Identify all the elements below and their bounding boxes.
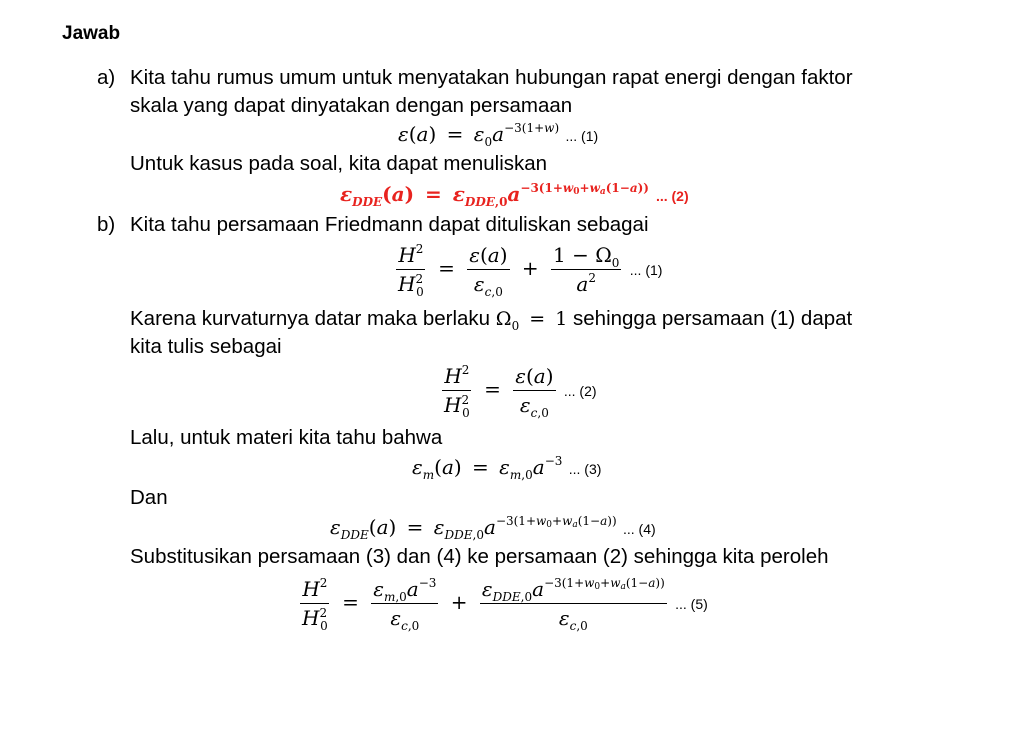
equation-a1-tag: ... (1) xyxy=(565,128,599,144)
equation-b2-tag: ... (2) xyxy=(563,383,597,399)
omega-equals-one: $\Omega_0 = 1$ xyxy=(495,308,568,333)
equation-b1-tag: ... (1) xyxy=(629,262,663,278)
part-b-line-2 xyxy=(130,307,852,331)
equation-b4-tag: ... (4) xyxy=(623,521,656,537)
equation-a2-tag: ... (2) xyxy=(655,188,689,204)
part-a-line-3: Untuk kasus pada soal, kita dapat menuliskan xyxy=(130,152,548,175)
part-a-line-1: Kita tahu rumus umum untuk menyatakan hubungan rapat energi dengan faktor xyxy=(130,66,853,89)
fraction-matter-term: $\frac{\varepsilon_{m,0}a^{-3}}{\varepsilon_{c,0}}$ xyxy=(373,576,437,633)
equation-b1: $\frac{H^2}{H^2_0}$ = $\frac{\varepsilon(a)}{\varepsilon_{c,0}}$ + $\frac{1 - \Omega_0}{a^2}$ ... (1) xyxy=(398,242,663,299)
fraction-curvature: $\frac{1 - \Omega_0}{a^2}$ xyxy=(553,243,620,296)
equation-b3: $\varepsilon_m(a) = \varepsilon_{m,0}a^{-3}$ ... (3) xyxy=(412,454,602,482)
part-b-line-2-pre: Karena kurvaturnya datar maka berlaku xyxy=(130,307,491,330)
part-b-line-5: Dan xyxy=(130,486,168,509)
equation-b2: $\frac{H^2}{H^2_0}$ = $\frac{\varepsilon(a)}{\varepsilon_{c,0}}$ ... (2) xyxy=(444,363,597,420)
part-a-line-2: skala yang dapat dinyatakan dengan persamaan xyxy=(130,94,573,117)
part-b-line-4: Lalu, untuk materi kita tahu bahwa xyxy=(130,426,443,449)
fraction-eps-a-epsc0: $\frac{\varepsilon(a)}{\varepsilon_{c,0}}$ xyxy=(469,243,508,299)
equation-b5-tag: ... (5) xyxy=(675,596,708,612)
equation-b3-tag: ... (3) xyxy=(568,461,602,477)
fraction-h2-h02: $\frac{H^2}{H^2_0}$ xyxy=(398,242,424,299)
heading: Jawab xyxy=(62,23,121,44)
equation-a2: $\varepsilon_{DDE}(a) = \varepsilon_{DDE,0}a^{-3(1+w_0+w_a(1-a))}$ ... (2) xyxy=(340,181,689,209)
part-a-marker: a) xyxy=(97,66,116,89)
equation-b5: $\frac{H^2}{H^2_0}$ = $\frac{\varepsilon_{m,0}a^{-3}}{\varepsilon_{c,0}}$ + $\frac{\varepsilon_{DDE,0}a^{-3(1+w_0+w_a(1-a))}}{\varepsilon_{c,0}}$ ... (5) xyxy=(302,576,708,633)
fraction-h2-h02-b2: $\frac{H^2}{H^2_0}$ xyxy=(444,363,470,420)
part-b-line-3: kita tulis sebagai xyxy=(130,335,282,358)
fraction-h2-h02-b5: $\frac{H^2}{H^2_0}$ xyxy=(302,576,328,633)
fraction-dde-term: $\frac{\varepsilon_{DDE,0}a^{-3(1+w_0+w_a(1-a))}}{\varepsilon_{c,0}}$ xyxy=(481,576,665,633)
part-b-line-6: Substitusikan persamaan (3) dan (4) ke persamaan (2) sehingga kita peroleh xyxy=(130,545,829,568)
equation-a1: $\varepsilon(a) = \varepsilon_0a^{-3(1+w)}$ ... (1) xyxy=(398,121,599,149)
fraction-eps-a-epsc0-b2: $\frac{\varepsilon(a)}{\varepsilon_{c,0}}$ xyxy=(515,364,554,420)
equation-b4: $\varepsilon_{DDE}(a) = \varepsilon_{DDE,0}a^{-3(1+w_0+w_a(1-a))}$ ... (4) xyxy=(330,514,656,542)
part-b-marker: b) xyxy=(97,213,116,236)
part-b-line-1: Kita tahu persamaan Friedmann dapat dituliskan sebagai xyxy=(130,213,649,236)
part-b-line-2-post: sehingga persamaan (1) dapat xyxy=(573,307,853,330)
